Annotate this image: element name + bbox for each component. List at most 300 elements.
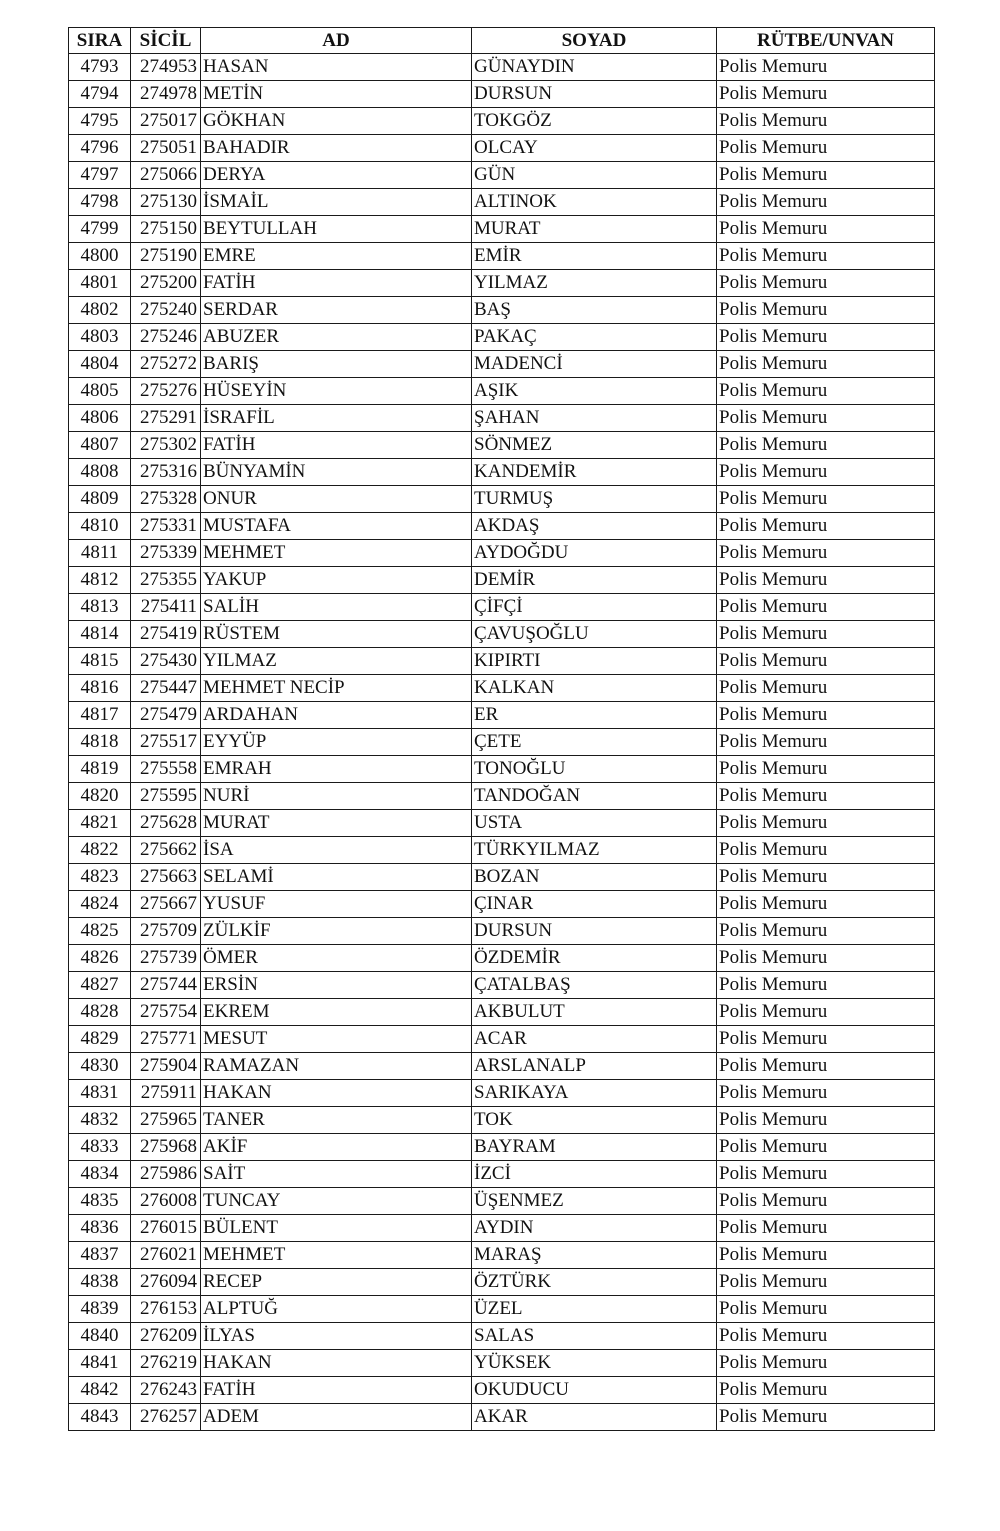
cell-soyad: EMİR (472, 243, 717, 270)
cell-sira: 4840 (69, 1323, 131, 1350)
cell-sira: 4837 (69, 1242, 131, 1269)
cell-sicil: 275339 (131, 540, 201, 567)
cell-rutbe: Polis Memuru (717, 243, 935, 270)
cell-soyad: ŞAHAN (472, 405, 717, 432)
cell-soyad: TURMUŞ (472, 486, 717, 513)
cell-sira: 4842 (69, 1377, 131, 1404)
table-row (69, 54, 935, 81)
table-row (69, 351, 935, 378)
cell-rutbe: Polis Memuru (717, 1242, 935, 1269)
cell-sicil: 276021 (131, 1242, 201, 1269)
cell-soyad: SALAS (472, 1323, 717, 1350)
cell-soyad: YÜKSEK (472, 1350, 717, 1377)
cell-ad: FATİH (201, 270, 472, 297)
table-row (69, 1161, 935, 1188)
cell-ad: EMRAH (201, 756, 472, 783)
cell-ad: ABUZER (201, 324, 472, 351)
cell-soyad: AKDAŞ (472, 513, 717, 540)
cell-sira: 4834 (69, 1161, 131, 1188)
table-row (69, 1269, 935, 1296)
cell-sicil: 276219 (131, 1350, 201, 1377)
cell-sira: 4804 (69, 351, 131, 378)
cell-rutbe: Polis Memuru (717, 1188, 935, 1215)
table-row (69, 189, 935, 216)
cell-ad: MEHMET (201, 540, 472, 567)
cell-sira: 4823 (69, 864, 131, 891)
cell-soyad: MARAŞ (472, 1242, 717, 1269)
table-row (69, 459, 935, 486)
cell-sicil: 275302 (131, 432, 201, 459)
table-row (69, 297, 935, 324)
cell-rutbe: Polis Memuru (717, 729, 935, 756)
cell-soyad: KALKAN (472, 675, 717, 702)
cell-ad: İLYAS (201, 1323, 472, 1350)
cell-soyad: İZCİ (472, 1161, 717, 1188)
cell-rutbe: Polis Memuru (717, 1134, 935, 1161)
cell-ad: BARIŞ (201, 351, 472, 378)
cell-soyad: TOKGÖZ (472, 108, 717, 135)
cell-ad: MESUT (201, 1026, 472, 1053)
cell-soyad: SARIKAYA (472, 1080, 717, 1107)
cell-soyad: ÇİFÇİ (472, 594, 717, 621)
cell-rutbe: Polis Memuru (717, 216, 935, 243)
cell-soyad: TONOĞLU (472, 756, 717, 783)
cell-sira: 4835 (69, 1188, 131, 1215)
cell-ad: HÜSEYİN (201, 378, 472, 405)
cell-ad: ADEM (201, 1404, 472, 1431)
cell-rutbe: Polis Memuru (717, 486, 935, 513)
cell-sicil: 275667 (131, 891, 201, 918)
cell-sira: 4836 (69, 1215, 131, 1242)
cell-ad: ÖMER (201, 945, 472, 972)
cell-sicil: 275965 (131, 1107, 201, 1134)
cell-sicil: 275355 (131, 567, 201, 594)
table-row (69, 1134, 935, 1161)
table-row (69, 972, 935, 999)
cell-rutbe: Polis Memuru (717, 648, 935, 675)
cell-soyad: ARSLANALP (472, 1053, 717, 1080)
table-row (69, 567, 935, 594)
table-row (69, 702, 935, 729)
cell-sicil: 275739 (131, 945, 201, 972)
cell-ad: İSMAİL (201, 189, 472, 216)
cell-ad: SALİH (201, 594, 472, 621)
cell-soyad: ACAR (472, 1026, 717, 1053)
header-ad: AD (201, 28, 472, 54)
cell-ad: BAHADIR (201, 135, 472, 162)
table-header (69, 28, 935, 54)
table-row (69, 1350, 935, 1377)
cell-sira: 4826 (69, 945, 131, 972)
cell-ad: ARDAHAN (201, 702, 472, 729)
table-body (69, 54, 935, 1431)
cell-sira: 4841 (69, 1350, 131, 1377)
cell-soyad: ÖZTÜRK (472, 1269, 717, 1296)
cell-ad: FATİH (201, 432, 472, 459)
table-row (69, 1296, 935, 1323)
cell-sicil: 275066 (131, 162, 201, 189)
cell-soyad: MURAT (472, 216, 717, 243)
cell-ad: ONUR (201, 486, 472, 513)
cell-sicil: 275628 (131, 810, 201, 837)
cell-ad: ALPTUĞ (201, 1296, 472, 1323)
cell-ad: RECEP (201, 1269, 472, 1296)
cell-rutbe: Polis Memuru (717, 918, 935, 945)
cell-rutbe: Polis Memuru (717, 324, 935, 351)
table-row (69, 243, 935, 270)
cell-rutbe: Polis Memuru (717, 1107, 935, 1134)
cell-rutbe: Polis Memuru (717, 513, 935, 540)
table-row (69, 540, 935, 567)
cell-rutbe: Polis Memuru (717, 1215, 935, 1242)
cell-ad: TUNCAY (201, 1188, 472, 1215)
cell-sira: 4828 (69, 999, 131, 1026)
cell-sicil: 275419 (131, 621, 201, 648)
table-row (69, 918, 935, 945)
cell-sicil: 275291 (131, 405, 201, 432)
cell-sira: 4814 (69, 621, 131, 648)
cell-sira: 4815 (69, 648, 131, 675)
cell-rutbe: Polis Memuru (717, 756, 935, 783)
cell-ad: MURAT (201, 810, 472, 837)
cell-sira: 4808 (69, 459, 131, 486)
cell-sicil: 275447 (131, 675, 201, 702)
cell-sicil: 275904 (131, 1053, 201, 1080)
cell-soyad: BAŞ (472, 297, 717, 324)
cell-ad: EYYÜP (201, 729, 472, 756)
cell-sicil: 275479 (131, 702, 201, 729)
cell-ad: BÜNYAMİN (201, 459, 472, 486)
cell-rutbe: Polis Memuru (717, 297, 935, 324)
cell-sicil: 275246 (131, 324, 201, 351)
cell-soyad: GÜN (472, 162, 717, 189)
cell-soyad: GÜNAYDIN (472, 54, 717, 81)
cell-soyad: ÜŞENMEZ (472, 1188, 717, 1215)
table-row (69, 486, 935, 513)
cell-rutbe: Polis Memuru (717, 270, 935, 297)
cell-sira: 4807 (69, 432, 131, 459)
cell-soyad: KANDEMİR (472, 459, 717, 486)
cell-ad: SELAMİ (201, 864, 472, 891)
cell-sira: 4794 (69, 81, 131, 108)
cell-sicil: 274953 (131, 54, 201, 81)
cell-ad: MEHMET NECİP (201, 675, 472, 702)
cell-rutbe: Polis Memuru (717, 1026, 935, 1053)
cell-sira: 4833 (69, 1134, 131, 1161)
table-row (69, 1377, 935, 1404)
cell-sira: 4829 (69, 1026, 131, 1053)
cell-rutbe: Polis Memuru (717, 567, 935, 594)
cell-sira: 4811 (69, 540, 131, 567)
cell-sicil: 275744 (131, 972, 201, 999)
cell-sicil: 275911 (131, 1080, 201, 1107)
cell-sira: 4832 (69, 1107, 131, 1134)
cell-ad: ERSİN (201, 972, 472, 999)
cell-sicil: 275316 (131, 459, 201, 486)
cell-sicil: 276094 (131, 1269, 201, 1296)
header-rutbe: RÜTBE/UNVAN (717, 28, 935, 54)
cell-sira: 4839 (69, 1296, 131, 1323)
cell-sira: 4801 (69, 270, 131, 297)
cell-sira: 4821 (69, 810, 131, 837)
cell-rutbe: Polis Memuru (717, 54, 935, 81)
table-row (69, 891, 935, 918)
cell-sicil: 275190 (131, 243, 201, 270)
cell-soyad: MADENCİ (472, 351, 717, 378)
table-row (69, 945, 935, 972)
cell-soyad: TÜRKYILMAZ (472, 837, 717, 864)
cell-soyad: AKAR (472, 1404, 717, 1431)
cell-sicil: 275771 (131, 1026, 201, 1053)
cell-soyad: USTA (472, 810, 717, 837)
cell-rutbe: Polis Memuru (717, 594, 935, 621)
cell-sira: 4825 (69, 918, 131, 945)
cell-rutbe: Polis Memuru (717, 702, 935, 729)
table-row (69, 837, 935, 864)
cell-ad: RÜSTEM (201, 621, 472, 648)
cell-sira: 4817 (69, 702, 131, 729)
cell-ad: HAKAN (201, 1080, 472, 1107)
cell-ad: MUSTAFA (201, 513, 472, 540)
cell-sira: 4824 (69, 891, 131, 918)
cell-sira: 4802 (69, 297, 131, 324)
table-row (69, 162, 935, 189)
cell-rutbe: Polis Memuru (717, 972, 935, 999)
cell-ad: HASAN (201, 54, 472, 81)
cell-soyad: ÇETE (472, 729, 717, 756)
cell-rutbe: Polis Memuru (717, 1161, 935, 1188)
personnel-table (68, 27, 935, 1431)
cell-soyad: OKUDUCU (472, 1377, 717, 1404)
cell-sira: 4793 (69, 54, 131, 81)
header-sira: SIRA (69, 28, 131, 54)
cell-sicil: 275709 (131, 918, 201, 945)
cell-soyad: OLCAY (472, 135, 717, 162)
cell-sira: 4806 (69, 405, 131, 432)
cell-rutbe: Polis Memuru (717, 1350, 935, 1377)
cell-ad: YILMAZ (201, 648, 472, 675)
table-row (69, 756, 935, 783)
table-row (69, 1215, 935, 1242)
table-row (69, 324, 935, 351)
cell-sira: 4816 (69, 675, 131, 702)
table-row (69, 216, 935, 243)
cell-soyad: AKBULUT (472, 999, 717, 1026)
cell-sicil: 275331 (131, 513, 201, 540)
cell-ad: BÜLENT (201, 1215, 472, 1242)
cell-soyad: KIPIRTI (472, 648, 717, 675)
cell-sira: 4813 (69, 594, 131, 621)
cell-rutbe: Polis Memuru (717, 81, 935, 108)
cell-soyad: TOK (472, 1107, 717, 1134)
cell-rutbe: Polis Memuru (717, 189, 935, 216)
cell-ad: İSRAFİL (201, 405, 472, 432)
table-row (69, 729, 935, 756)
cell-sicil: 275200 (131, 270, 201, 297)
cell-rutbe: Polis Memuru (717, 108, 935, 135)
table-row (69, 648, 935, 675)
cell-ad: NURİ (201, 783, 472, 810)
cell-sicil: 275130 (131, 189, 201, 216)
cell-soyad: BOZAN (472, 864, 717, 891)
table-row (69, 810, 935, 837)
table-row (69, 594, 935, 621)
table-row (69, 621, 935, 648)
cell-soyad: YILMAZ (472, 270, 717, 297)
cell-soyad: SÖNMEZ (472, 432, 717, 459)
table-row (69, 513, 935, 540)
cell-sira: 4810 (69, 513, 131, 540)
table-row (69, 1323, 935, 1350)
cell-sicil: 276015 (131, 1215, 201, 1242)
cell-ad: SAİT (201, 1161, 472, 1188)
cell-ad: SERDAR (201, 297, 472, 324)
cell-soyad: PAKAÇ (472, 324, 717, 351)
cell-ad: METİN (201, 81, 472, 108)
table-row (69, 675, 935, 702)
cell-sira: 4795 (69, 108, 131, 135)
cell-rutbe: Polis Memuru (717, 459, 935, 486)
cell-ad: DERYA (201, 162, 472, 189)
cell-rutbe: Polis Memuru (717, 1377, 935, 1404)
cell-rutbe: Polis Memuru (717, 432, 935, 459)
cell-soyad: ALTINOK (472, 189, 717, 216)
cell-sira: 4805 (69, 378, 131, 405)
cell-sira: 4822 (69, 837, 131, 864)
table-row (69, 783, 935, 810)
cell-ad: AKİF (201, 1134, 472, 1161)
cell-ad: FATİH (201, 1377, 472, 1404)
cell-rutbe: Polis Memuru (717, 837, 935, 864)
cell-sira: 4819 (69, 756, 131, 783)
table-row (69, 1404, 935, 1431)
table-row (69, 1107, 935, 1134)
cell-ad: EMRE (201, 243, 472, 270)
cell-soyad: ER (472, 702, 717, 729)
cell-rutbe: Polis Memuru (717, 540, 935, 567)
cell-sicil: 275017 (131, 108, 201, 135)
cell-sira: 4838 (69, 1269, 131, 1296)
cell-sira: 4798 (69, 189, 131, 216)
cell-soyad: AYDIN (472, 1215, 717, 1242)
cell-ad: YUSUF (201, 891, 472, 918)
cell-sira: 4796 (69, 135, 131, 162)
cell-rutbe: Polis Memuru (717, 945, 935, 972)
cell-rutbe: Polis Memuru (717, 1296, 935, 1323)
cell-sicil: 275272 (131, 351, 201, 378)
cell-sicil: 275662 (131, 837, 201, 864)
cell-soyad: AŞIK (472, 378, 717, 405)
cell-sicil: 275663 (131, 864, 201, 891)
table-row (69, 81, 935, 108)
cell-ad: RAMAZAN (201, 1053, 472, 1080)
cell-sira: 4799 (69, 216, 131, 243)
cell-rutbe: Polis Memuru (717, 162, 935, 189)
cell-rutbe: Polis Memuru (717, 1404, 935, 1431)
cell-ad: HAKAN (201, 1350, 472, 1377)
cell-rutbe: Polis Memuru (717, 135, 935, 162)
cell-soyad: ÇAVUŞOĞLU (472, 621, 717, 648)
cell-sicil: 275051 (131, 135, 201, 162)
cell-soyad: TANDOĞAN (472, 783, 717, 810)
cell-sicil: 275595 (131, 783, 201, 810)
cell-soyad: ÇINAR (472, 891, 717, 918)
cell-sicil: 275150 (131, 216, 201, 243)
table-row (69, 999, 935, 1026)
table-row (69, 108, 935, 135)
table-row (69, 1242, 935, 1269)
cell-rutbe: Polis Memuru (717, 999, 935, 1026)
cell-soyad: ÜZEL (472, 1296, 717, 1323)
cell-rutbe: Polis Memuru (717, 864, 935, 891)
cell-sicil: 275986 (131, 1161, 201, 1188)
cell-sira: 4803 (69, 324, 131, 351)
cell-ad: MEHMET (201, 1242, 472, 1269)
cell-sicil: 276209 (131, 1323, 201, 1350)
header-row (69, 28, 935, 54)
table-row (69, 1188, 935, 1215)
header-sicil: SİCİL (131, 28, 201, 54)
cell-sicil: 275430 (131, 648, 201, 675)
cell-rutbe: Polis Memuru (717, 783, 935, 810)
table-row (69, 405, 935, 432)
cell-sicil: 275754 (131, 999, 201, 1026)
cell-sira: 4827 (69, 972, 131, 999)
table-row (69, 1080, 935, 1107)
cell-soyad: DURSUN (472, 918, 717, 945)
cell-sicil: 276153 (131, 1296, 201, 1323)
table-row (69, 378, 935, 405)
cell-sira: 4812 (69, 567, 131, 594)
cell-ad: EKREM (201, 999, 472, 1026)
cell-soyad: AYDOĞDU (472, 540, 717, 567)
cell-rutbe: Polis Memuru (717, 891, 935, 918)
cell-sicil: 276008 (131, 1188, 201, 1215)
cell-soyad: DEMİR (472, 567, 717, 594)
cell-rutbe: Polis Memuru (717, 1269, 935, 1296)
table-row (69, 1026, 935, 1053)
cell-sira: 4820 (69, 783, 131, 810)
cell-rutbe: Polis Memuru (717, 1053, 935, 1080)
cell-rutbe: Polis Memuru (717, 351, 935, 378)
cell-rutbe: Polis Memuru (717, 405, 935, 432)
cell-sira: 4809 (69, 486, 131, 513)
table-row (69, 135, 935, 162)
cell-sira: 4830 (69, 1053, 131, 1080)
cell-sicil: 275240 (131, 297, 201, 324)
cell-ad: BEYTULLAH (201, 216, 472, 243)
cell-rutbe: Polis Memuru (717, 621, 935, 648)
cell-sira: 4800 (69, 243, 131, 270)
cell-ad: YAKUP (201, 567, 472, 594)
cell-soyad: ÖZDEMİR (472, 945, 717, 972)
cell-sira: 4818 (69, 729, 131, 756)
cell-soyad: DURSUN (472, 81, 717, 108)
cell-sicil: 275411 (131, 594, 201, 621)
header-soyad: SOYAD (472, 28, 717, 54)
cell-sicil: 275328 (131, 486, 201, 513)
cell-sicil: 274978 (131, 81, 201, 108)
cell-ad: İSA (201, 837, 472, 864)
cell-sicil: 276257 (131, 1404, 201, 1431)
cell-sicil: 275558 (131, 756, 201, 783)
cell-sira: 4797 (69, 162, 131, 189)
cell-rutbe: Polis Memuru (717, 675, 935, 702)
cell-soyad: ÇATALBAŞ (472, 972, 717, 999)
cell-sira: 4843 (69, 1404, 131, 1431)
table-row (69, 864, 935, 891)
cell-sicil: 276243 (131, 1377, 201, 1404)
